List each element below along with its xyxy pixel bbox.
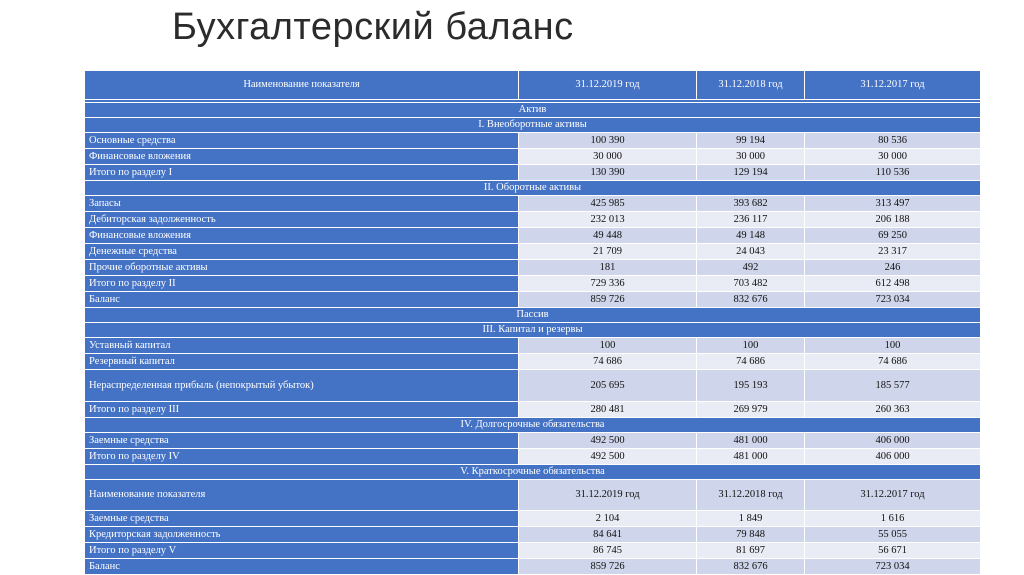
table-row: Баланс 859 726 832 676 723 034 <box>85 292 981 308</box>
table-row: Итого по разделу IV 492 500 481 000 406 000 <box>85 449 981 465</box>
section-passiv: Пассив <box>85 308 981 323</box>
table-row: Итого по разделу V 86 745 81 697 56 671 <box>85 543 981 559</box>
table-row: Заемные средства 492 500 481 000 406 000 <box>85 433 981 449</box>
table-row: Наименование показателя 31.12.2019 год 31.12.2018 год 31.12.2017 год <box>85 480 981 511</box>
table-row: Итого по разделу I 130 390 129 194 110 536 <box>85 165 981 181</box>
section-3: III. Капитал и резервы <box>85 323 981 338</box>
section-1: I. Внеоборотные активы <box>85 118 981 133</box>
table-row: Уставный капитал 100 100 100 <box>85 338 981 354</box>
table-row: Резервный капитал 74 686 74 686 74 686 <box>85 354 981 370</box>
table-row: Запасы 425 985 393 682 313 497 <box>85 196 981 212</box>
header-2018: 31.12.2018 год <box>697 71 805 100</box>
header-name: Наименование показателя <box>85 71 519 100</box>
balance-table <box>84 70 981 575</box>
table-row: Кредиторская задолженность 84 641 79 848 55 055 <box>85 527 981 543</box>
table-row: Заемные средства 2 104 1 849 1 616 <box>85 511 981 527</box>
table-row: Итого по разделу III 280 481 269 979 260 363 <box>85 402 981 418</box>
header-2019: 31.12.2019 год <box>519 71 697 100</box>
table-row: Финансовые вложения 49 448 49 148 69 250 <box>85 228 981 244</box>
table-row: Денежные средства 21 709 24 043 23 317 <box>85 244 981 260</box>
table-row: Прочие оборотные активы 181 492 246 <box>85 260 981 276</box>
header-2017: 31.12.2017 год <box>805 71 981 100</box>
table-row: Финансовые вложения 30 000 30 000 30 000 <box>85 149 981 165</box>
table-row: Нераспределенная прибыль (непокрытый убыток) 205 695 195 193 185 577 <box>85 370 981 402</box>
table-row: Итого по разделу II 729 336 703 482 612 498 <box>85 276 981 292</box>
page-title: Бухгалтерский баланс <box>172 6 574 48</box>
table-row: Баланс 859 726 832 676 723 034 <box>85 559 981 575</box>
table-row: Основные средства 100 390 99 194 80 536 <box>85 133 981 149</box>
table-header-row <box>85 71 981 100</box>
section-2: II. Оборотные активы <box>85 181 981 196</box>
section-aktiv: Актив <box>85 103 981 118</box>
table-row: Дебиторская задолженность 232 013 236 117 206 188 <box>85 212 981 228</box>
section-4: IV. Долгосрочные обязательства <box>85 418 981 433</box>
section-5: V. Краткосрочные обязательства <box>85 465 981 480</box>
